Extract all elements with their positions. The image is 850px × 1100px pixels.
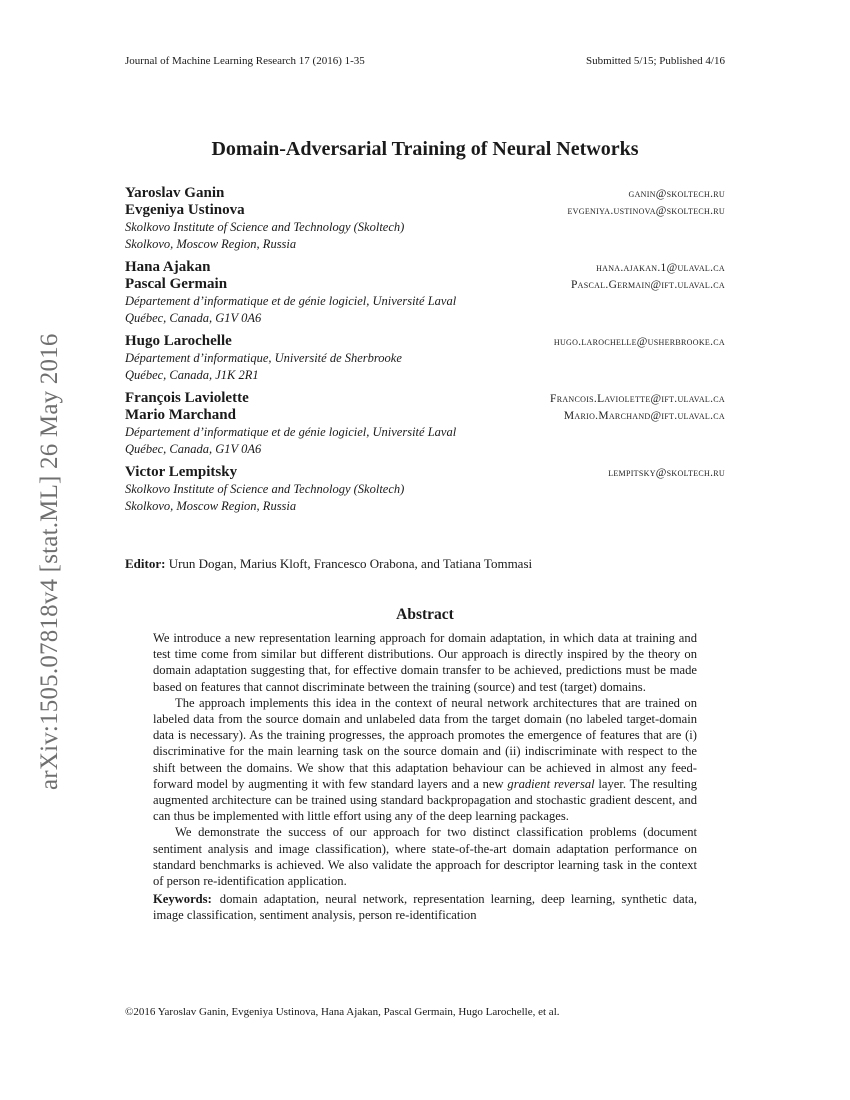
running-header-journal: Journal of Machine Learning Research 17 (2016) 1-35 bbox=[125, 55, 365, 67]
author-name: Yaroslav Ganin bbox=[125, 185, 225, 201]
author-group bbox=[125, 185, 725, 253]
author-name: Hugo Larochelle bbox=[125, 333, 232, 349]
author-email: ganin@skoltech.ru bbox=[628, 188, 725, 200]
abstract-paragraph bbox=[153, 695, 697, 825]
affiliation: Skolkovo Institute of Science and Technology (Skoltech) bbox=[125, 482, 405, 496]
author-name: Pascal Germain bbox=[125, 276, 228, 292]
author-email: hana.ajakan.1@ulaval.ca bbox=[596, 262, 725, 274]
editor-label: Editor: bbox=[125, 556, 166, 571]
author-row bbox=[125, 276, 725, 293]
affiliation: Skolkovo Institute of Science and Technology (Skoltech) bbox=[125, 220, 405, 234]
author-name: Evgeniya Ustinova bbox=[125, 202, 245, 218]
affiliation: Département d’informatique et de génie logiciel, Université Laval bbox=[125, 294, 457, 308]
author-name: Hana Ajakan bbox=[125, 259, 211, 275]
abstract-paragraph: We demonstrate the success of our approach for two distinct classification problems (document sentiment analysis and image classification), where state-of-the-art domain adaptation performance on standard benchmarks is achieved. We also validate the approach for descriptor learning task in the context of person re-identification application. bbox=[153, 825, 697, 889]
author-block bbox=[125, 185, 725, 521]
author-group bbox=[125, 464, 725, 515]
abstract-text: layer. The resulting augmented architecture can be trained using standard backpropagation and stochastic gradient descent, and can thus be implemented with little effort using any of the deep learning packages. bbox=[153, 776, 698, 824]
author-group bbox=[125, 259, 725, 327]
arxiv-stamp: arXiv:1505.07818v4 [stat.ML] 26 May 2016 bbox=[36, 333, 63, 790]
keywords-label: Keywords: bbox=[153, 892, 212, 907]
abstract-emphasis: gradient reversal bbox=[507, 776, 595, 791]
author-email: evgeniya.ustinova@skoltech.ru bbox=[567, 205, 725, 217]
keywords-line bbox=[153, 891, 697, 923]
author-row bbox=[125, 333, 725, 350]
author-email: Pascal.Germain@ift.ulaval.ca bbox=[570, 279, 725, 291]
author-group bbox=[125, 390, 725, 458]
keywords-list: domain adaptation, neural network, representation learning, deep learning, synthetic data, image classification, sentiment analysis, person re-identification bbox=[153, 892, 697, 923]
affiliation-location: Skolkovo, Moscow Region, Russia bbox=[125, 499, 297, 513]
abstract-text: The approach implements this idea in the context of neural network architectures that are trained on labeled data from the source domain and unlabeled data from the target domain (no labeled target-domain data is necessary). As the training progresses, the approach promotes the emergence of features that are (i) discriminative for the main learning task on the source domain and (ii) indiscriminate with respect to the shift between the domains. We show that this adaptation behaviour can be achieved in almost any feed-forward model by augmenting it with few standard layers and a new bbox=[153, 695, 697, 791]
affiliation-location: Québec, Canada, G1V 0A6 bbox=[125, 311, 262, 325]
affiliation-location: Skolkovo, Moscow Region, Russia bbox=[125, 237, 297, 251]
author-row bbox=[125, 464, 725, 481]
author-row bbox=[125, 407, 725, 424]
copyright-notice: ©2016 Yaroslav Ganin, Evgeniya Ustinova, Hana Ajakan, Pascal Germain, Hugo Larochelle, et al. bbox=[125, 1006, 560, 1018]
author-email: lempitsky@skoltech.ru bbox=[608, 467, 725, 479]
abstract-heading: Abstract bbox=[396, 606, 454, 623]
author-email: Francois.Laviolette@ift.ulaval.ca bbox=[550, 393, 725, 405]
author-row bbox=[125, 185, 725, 202]
author-row bbox=[125, 390, 725, 407]
editor-names: Urun Dogan, Marius Kloft, Francesco Orabona, and Tatiana Tommasi bbox=[168, 556, 533, 571]
author-email: Mario.Marchand@ift.ulaval.ca bbox=[563, 410, 725, 422]
affiliation-location: Québec, Canada, G1V 0A6 bbox=[125, 442, 262, 456]
author-name: Mario Marchand bbox=[125, 407, 236, 423]
affiliation: Département d’informatique, Université de Sherbrooke bbox=[125, 351, 402, 365]
affiliation-location: Québec, Canada, J1K 2R1 bbox=[125, 368, 259, 382]
author-group bbox=[125, 333, 725, 384]
running-header-dates: Submitted 5/15; Published 4/16 bbox=[585, 55, 725, 67]
author-row bbox=[125, 202, 725, 219]
author-row bbox=[125, 259, 725, 276]
paper-title: Domain-Adversarial Training of Neural Networks bbox=[211, 138, 639, 160]
affiliation: Département d’informatique et de génie logiciel, Université Laval bbox=[125, 425, 457, 439]
editor-line bbox=[125, 556, 532, 572]
author-email: hugo.larochelle@usherbrooke.ca bbox=[553, 336, 725, 348]
author-name: François Laviolette bbox=[125, 390, 249, 406]
abstract-body bbox=[153, 630, 697, 924]
abstract-paragraph: We introduce a new representation learning approach for domain adaptation, in which data at training and test time come from similar but different distributions. Our approach is directly inspired by the theory on domain adaptation suggesting that, for effective domain transfer to be achieved, predictions must be made based on features that cannot discriminate between the training (source) and test (target) domains. bbox=[153, 631, 697, 694]
author-name: Victor Lempitsky bbox=[125, 464, 238, 480]
